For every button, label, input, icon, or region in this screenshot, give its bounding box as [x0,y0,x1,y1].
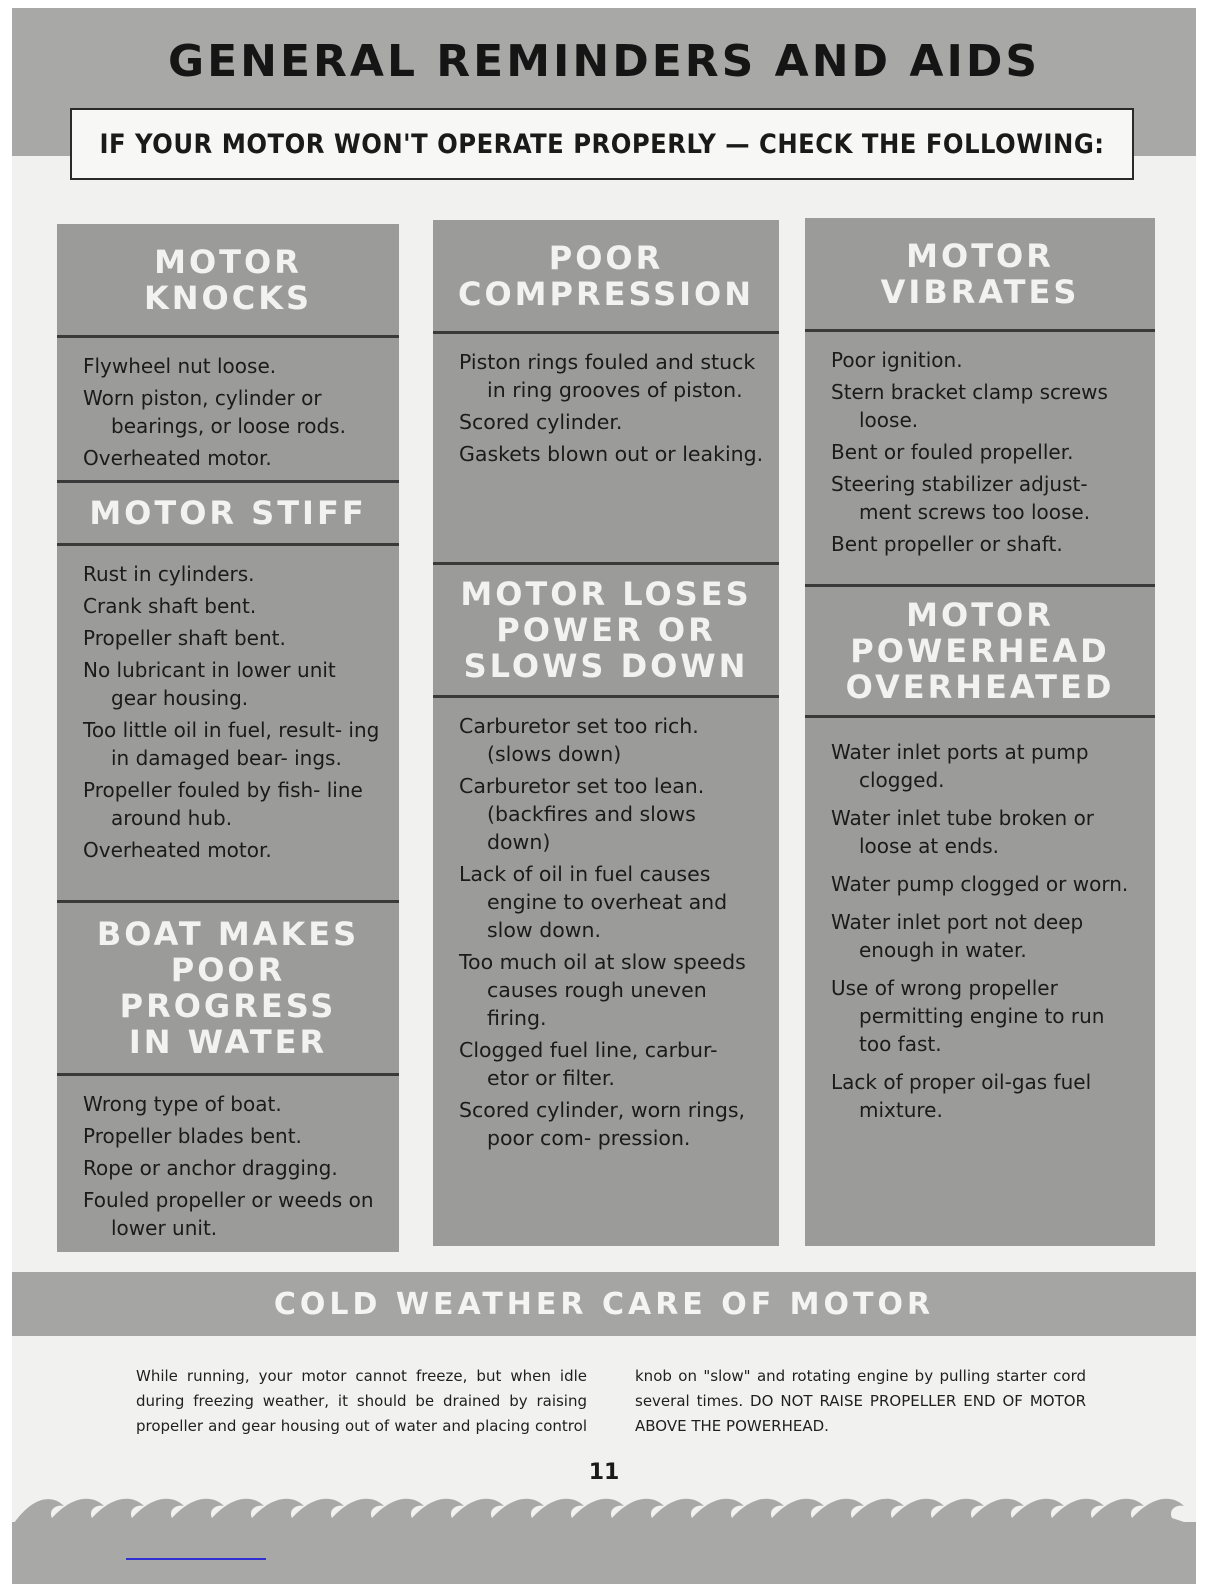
list-item: Too little oil in fuel, result- ing in damaged bear- ings. [83,718,380,770]
list-item: Wrong type of boat. [83,1092,282,1116]
list-item: Rust in cylinders. [83,562,255,586]
link-underline [126,1558,266,1560]
section-heading-loses-power: MOTOR LOSES POWER OR SLOWS DOWN [433,562,779,698]
section-heading-poor-compression: POOR COMPRESSION [433,220,779,334]
page-number: 11 [588,1460,620,1485]
section-body-loses-power [433,698,779,1164]
list-item: Bent or fouled propeller. [831,440,1074,464]
section-heading-motor-knocks: MOTOR KNOCKS [57,224,399,338]
list-item: Water inlet port not deep enough in water. [831,910,1084,962]
section-body-motor-stiff [57,546,399,900]
section-body-motor-vibrates [805,332,1155,584]
list-item: Rope or anchor dragging. [83,1156,338,1180]
list-item: Propeller shaft bent. [83,626,286,650]
subtitle-box [70,108,1134,180]
list-item: Worn piston, cylinder or bearings, or loose rods. [83,386,346,438]
list-item: Gaskets blown out or leaking. [459,442,764,466]
list-item: Propeller fouled by fish- line around hub. [83,778,363,830]
section-body-boat-progress [57,1076,399,1254]
list-item: Piston rings fouled and stuck in ring grooves of piston. [459,350,756,402]
list-item: Water pump clogged or worn. [831,872,1129,896]
subtitle: IF YOUR MOTOR WON'T OPERATE PROPERLY — CHECK THE FOLLOWING: [99,128,1105,160]
list-item: Use of wrong propeller permitting engine to run too fast. [831,976,1105,1056]
cold-weather-band [12,1272,1196,1336]
section-heading-motor-vibrates: MOTOR VIBRATES [805,218,1155,332]
list-item: Overheated motor. [83,838,272,862]
list-item: Propeller blades bent. [83,1124,302,1148]
column-2 [433,220,779,1246]
list-item: Lack of proper oil-gas fuel mixture. [831,1070,1092,1122]
column-3 [805,218,1155,1246]
section-body-motor-knocks [57,338,399,480]
section-heading-boat-progress: BOAT MAKES POOR PROGRESS IN WATER [57,900,399,1076]
list-item: Scored cylinder. [459,410,623,434]
list-item: Clogged fuel line, carbur- etor or filter. [459,1038,718,1090]
list-item: Carburetor set too lean. (backfires and slows down) [459,774,705,854]
wave-border [12,1486,1196,1584]
list-item: Water inlet ports at pump clogged. [831,740,1089,792]
section-heading-powerhead-overheated: MOTOR POWERHEAD OVERHEATED [805,584,1155,718]
section-body-poor-compression [433,334,779,562]
list-item: Crank shaft bent. [83,594,257,618]
list-item: Bent propeller or shaft. [831,532,1063,556]
list-item: Steering stabilizer adjust- ment screws too loose. [831,472,1091,524]
list-item: Scored cylinder, worn rings, poor com- pression. [459,1098,746,1150]
list-item: Stern bracket clamp screws loose. [831,380,1108,432]
list-item: Water inlet tube broken or loose at ends. [831,806,1095,858]
cold-weather-text: While running, your motor cannot freeze, but when idle during freezing weather, it should be drained by raising propeller and gear housing out of water and placing control knob on "slow" and rotating engine by pulling starter cord several times. DO NOT RAISE PROPELLER END OF MOTOR ABOVE THE POWERHEAD. [136,1367,1086,1435]
list-item: Lack of oil in fuel causes engine to overheat and slow down. [459,862,728,942]
list-item: Fouled propeller or weeds on lower unit. [83,1188,374,1240]
list-item: Carburetor set too rich. (slows down) [459,714,699,766]
list-item: Overheated motor. [83,446,272,470]
cold-weather-title: COLD WEATHER CARE OF MOTOR [273,1286,935,1322]
list-item: Too much oil at slow speeds causes rough uneven firing. [459,950,746,1030]
page-title: GENERAL REMINDERS AND AIDS [167,36,1041,87]
list-item: Flywheel nut loose. [83,354,277,378]
list-item: Poor ignition. [831,348,963,372]
list-item: No lubricant in lower unit gear housing. [83,658,336,710]
section-heading-motor-stiff: MOTOR STIFF [57,480,399,546]
section-body-powerhead-overheated [805,718,1155,1142]
column-1 [57,224,399,1252]
manual-page [12,8,1196,1584]
